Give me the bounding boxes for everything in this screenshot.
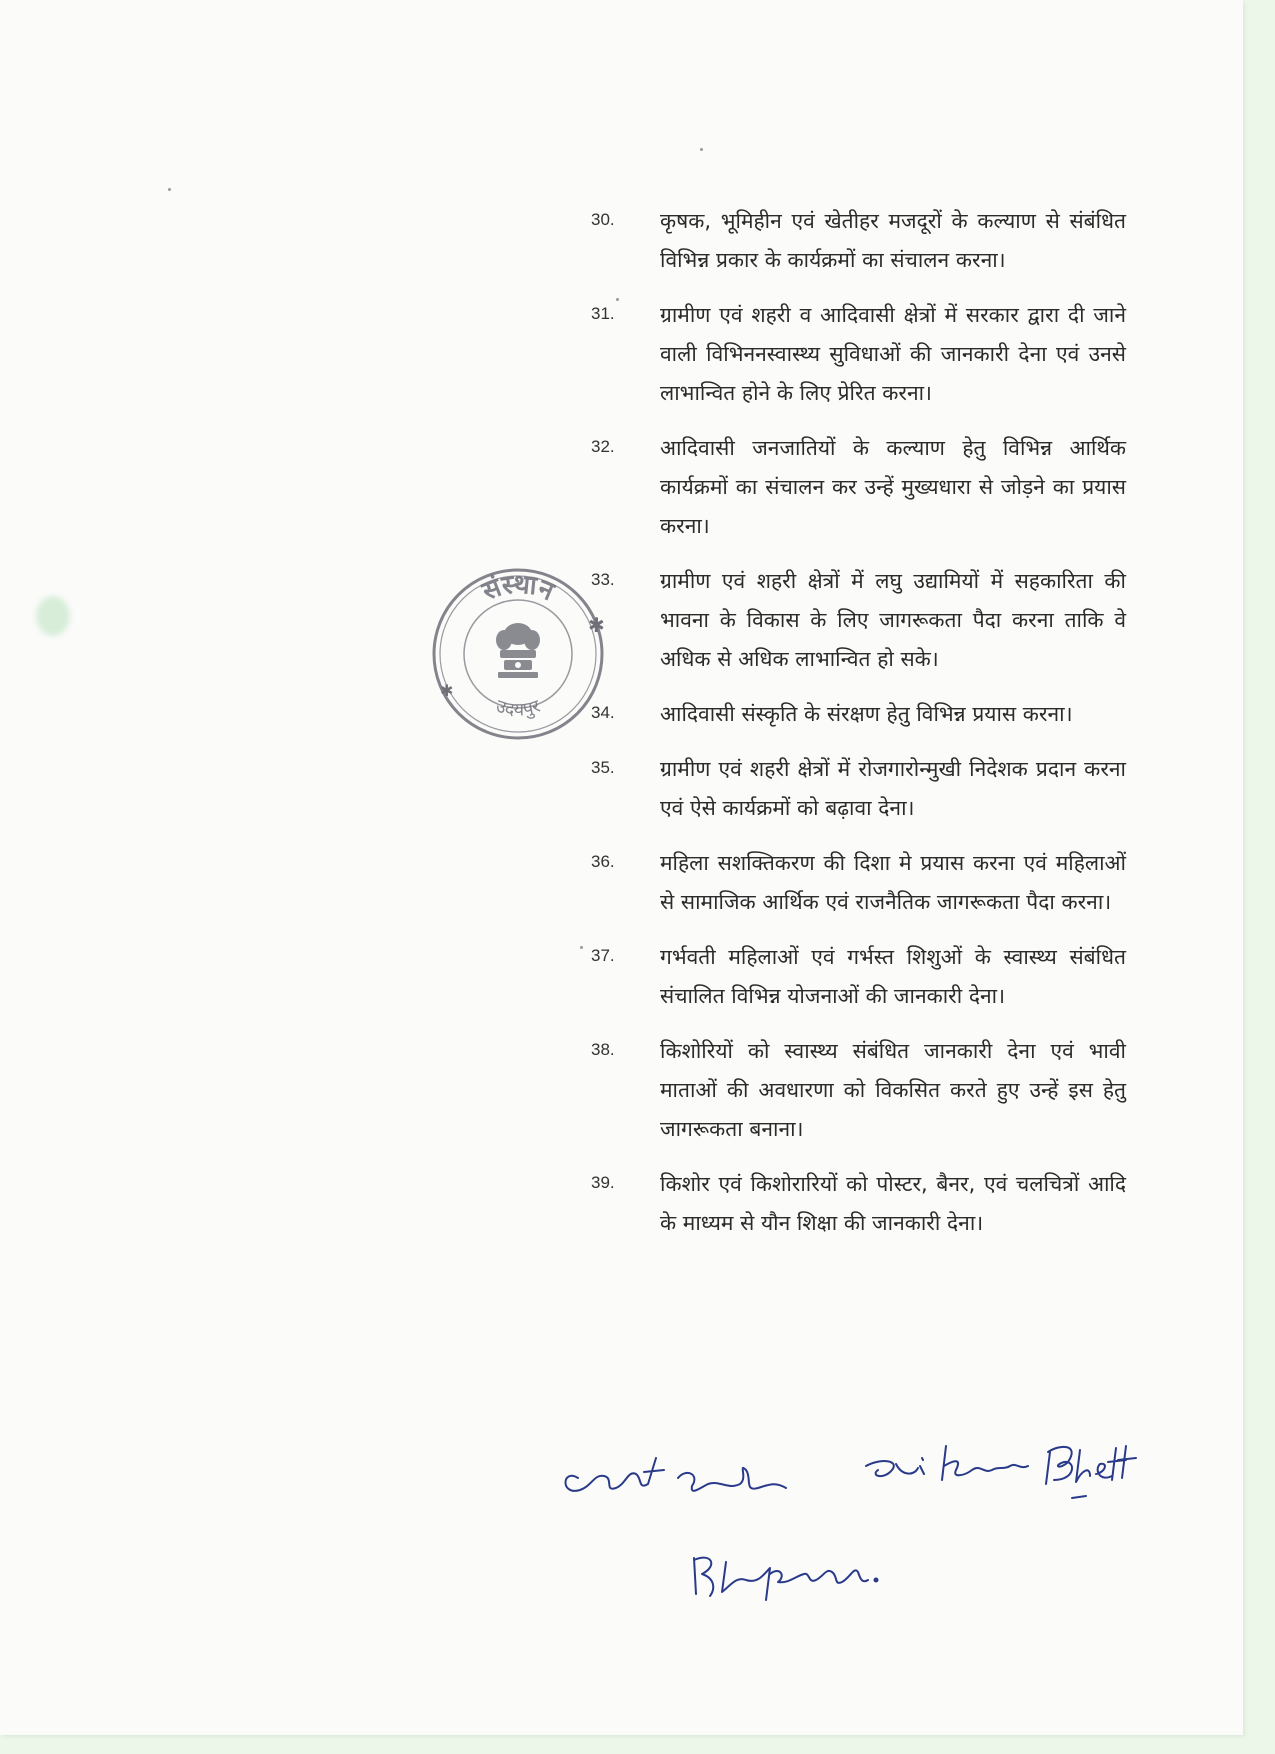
- item-text: आदिवासी जनजातियों के कल्याण हेतु विभिन्न आर्थिक कार्यक्रमों का संचालन कर उन्हें मुख्यधारा से जोड़ने का प्रयास करना।: [660, 436, 1126, 538]
- list-item: [591, 562, 1126, 679]
- item-text: किशोर एवं किशोरारियों को पोस्टर, बैनर, एवं चलचित्रों आदि के माध्यम से यौन शिक्षा की जानकारी देना।: [660, 1172, 1126, 1235]
- item-text: ग्रामीण एवं शहरी क्षेत्रों में रोजगारोन्मुखी निदेशक प्रदान करना एवं ऐसे कार्यक्रमों को बढ़ावा देना।: [660, 757, 1126, 820]
- svg-text:संस्थान: [477, 569, 559, 608]
- item-text: कृषक, भूमिहीन एवं खेतीहर मजदूरों के कल्याण से संबंधित विभिन्न प्रकार के कार्यक्रमों का संचालन करना।: [660, 209, 1126, 272]
- item-number: 39.: [591, 1173, 615, 1192]
- svg-text:✱: ✱: [588, 613, 605, 637]
- item-number: 31.: [591, 304, 615, 323]
- seal-top-text: संस्थान: [478, 569, 559, 608]
- item-number: 33.: [591, 570, 615, 589]
- item-text: आदिवासी संस्कृति के संरक्षण हेतु विभिन्न प्रयास करना।: [660, 702, 1073, 726]
- item-text: ग्रामीण एवं शहरी क्षेत्रों में लघु उद्यामियों में सहकारिता की भावना के विकास के लिए जागरूकता पैदा करना ताकि वे अधिक से अधिक लाभान्वित हो सके।: [660, 569, 1126, 671]
- list-item: [591, 429, 1126, 546]
- item-number: 32.: [591, 437, 615, 456]
- list-item: [591, 1165, 1126, 1243]
- item-text: गर्भवती महिलाओं एवं गर्भस्त शिशुओं के स्वास्थ्य संबंधित संचालित विभिन्न योजनाओं की जानकारी देना।: [660, 945, 1126, 1008]
- seal-bottom-text: उदयपुर: [493, 695, 543, 721]
- signature-3: [694, 1558, 878, 1600]
- item-number: 35.: [591, 758, 615, 777]
- list-item: [591, 938, 1126, 1016]
- item-text: महिला सशक्तिकरण की दिशा मे प्रयास करना एवं महिलाओं से सामाजिक आर्थिक एवं राजनैतिक जागरूकता पैदा करना।: [660, 851, 1126, 914]
- list-item: [591, 844, 1126, 922]
- list-item: [591, 296, 1126, 413]
- official-seal-stamp: [424, 562, 612, 744]
- item-number: 38.: [591, 1040, 615, 1059]
- item-number: 34.: [591, 703, 615, 722]
- signature-1: [566, 1458, 787, 1491]
- svg-text:✱: ✱: [440, 681, 454, 700]
- paper-speck: [700, 148, 703, 151]
- list-item: [591, 695, 1126, 734]
- item-number: 37.: [591, 946, 615, 965]
- list-item: [591, 750, 1126, 828]
- item-number: 36.: [591, 852, 615, 871]
- paper-speck: [168, 188, 171, 191]
- item-text: किशोरियों को स्वास्थ्य संबंधित जानकारी देना एवं भावी माताओं की अवधारणा को विकसित करते हुए उन्हें इस हेतु जागरूकता बनाना।: [660, 1039, 1126, 1141]
- item-number: 30.: [591, 210, 615, 229]
- list-item: [591, 1032, 1126, 1149]
- objectives-list: [591, 202, 1126, 1259]
- svg-text:उदयपुर: [493, 695, 543, 720]
- signature-2: [866, 1446, 1136, 1498]
- item-text: ग्रामीण एवं शहरी व आदिवासी क्षेत्रों में सरकार द्वारा दी जाने वाली विभिननस्वास्थ्य सुविधाओं की जानकारी देना एवं उनसे लाभान्वित होने के लिए प्रेरित करना।: [660, 303, 1126, 405]
- list-item: [591, 202, 1126, 280]
- paper-stain: [36, 596, 70, 636]
- ashoka-emblem-icon: [496, 623, 540, 678]
- paper-speck: [580, 946, 583, 949]
